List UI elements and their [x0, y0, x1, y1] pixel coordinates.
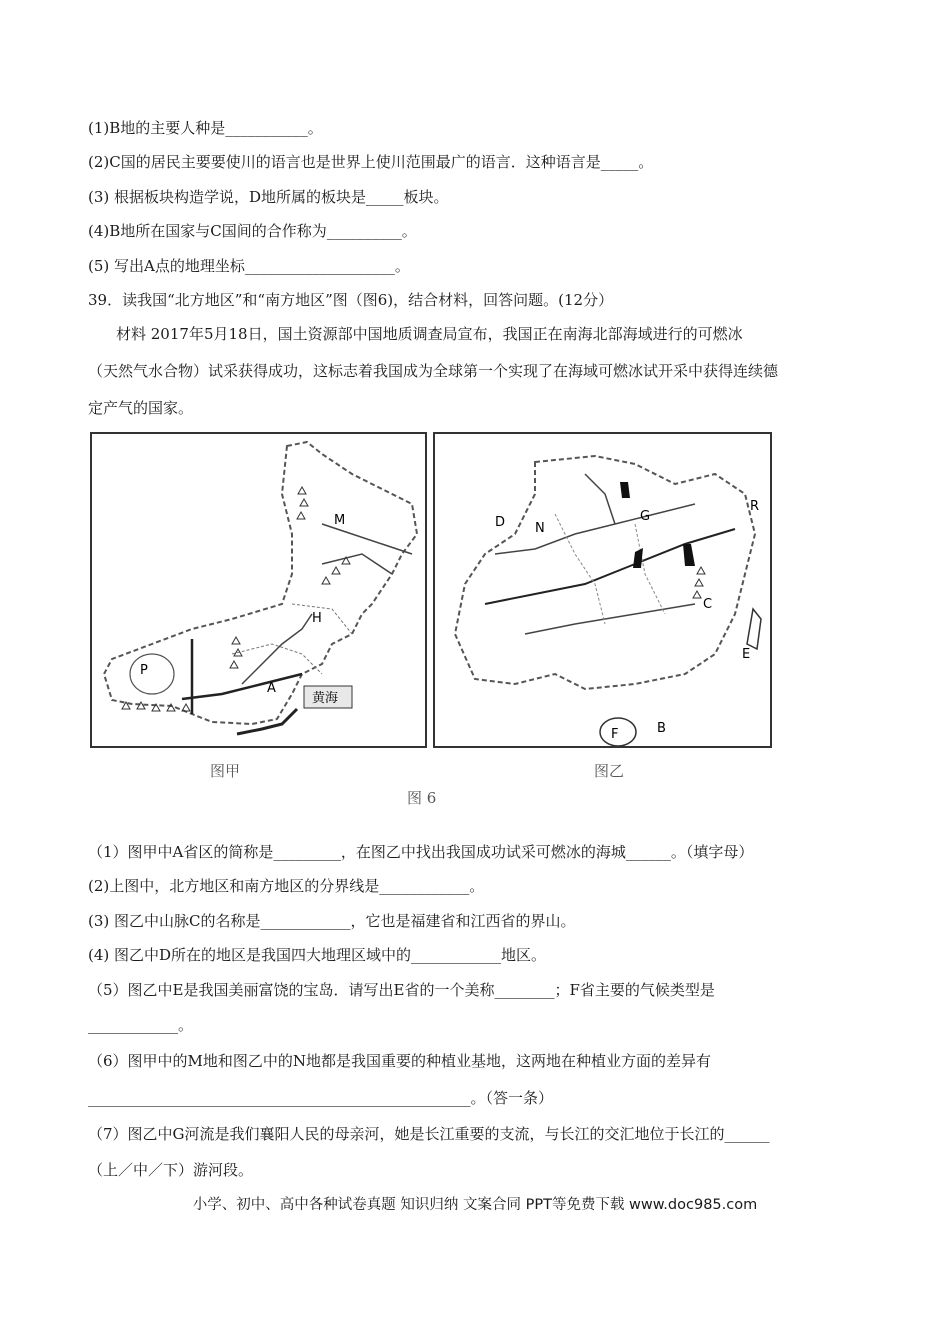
question-text: (4) 图乙中D所在的地区是我国四大地理区域中的____________地区。 — [88, 946, 547, 964]
question-text: （上／中／下）游河段。 — [88, 1161, 254, 1179]
map-south-svg — [435, 434, 770, 746]
question-text: （7）图乙中G河流是我们襄阳人民的母亲河，她是长江重要的支流，与长江的交汇地位于长江的______ — [88, 1125, 770, 1143]
map-north-svg — [92, 434, 425, 746]
map-north-region — [90, 432, 427, 748]
label-B: B — [657, 721, 666, 736]
question-text: （6）图甲中的M地和图乙中的N地都是我国重要的种植业基地，这两地在种植业方面的差异有 — [88, 1052, 712, 1070]
question-text: (4)B地所在国家与C国间的合作称为__________。 — [88, 222, 417, 240]
material-text: 材料 2017年5月18日，国土资源部中国地质调查局宣布，我国正在南海北部海域进行的可燃冰 — [116, 325, 743, 343]
question-text: ___________________________________________________。（答一条） — [88, 1089, 554, 1107]
material-text: 定产气的国家。 — [88, 399, 194, 417]
map-south-region — [433, 432, 772, 748]
footer-text: 小学、初中、高中各种试卷真题 知识归纳 文案合同 PPT等免费下载 www.doc985.com — [192, 1197, 758, 1213]
material-text: （天然气水合物）试采获得成功，这标志着我国成为全球第一个实现了在海域可燃冰试开采中获得连续德 — [88, 362, 779, 380]
label-M: M — [334, 513, 346, 528]
label-C: C — [703, 597, 713, 612]
label-D: D — [495, 515, 506, 530]
question-text: ____________。 — [88, 1016, 194, 1034]
caption-right: 图乙 — [594, 762, 625, 780]
question-text: (1)B地的主要人种是___________。 — [88, 119, 323, 137]
label-F: F — [611, 727, 619, 742]
question-text: (3) 根据板块构造学说，D地所属的板块是_____板块。 — [88, 188, 449, 206]
question-text: (3) 图乙中山脉C的名称是____________，它也是福建省和江西省的界山。 — [88, 912, 576, 930]
label-E: E — [742, 647, 751, 662]
label-R: R — [750, 499, 760, 514]
question-text: （5）图乙中E是我国美丽富饶的宝岛．请写出E省的一个美称________；F省主要的气候类型是 — [88, 981, 715, 999]
label-P: P — [140, 663, 148, 678]
label-A: A — [267, 681, 276, 696]
question-text: (2)C国的居民主要要使川的语言也是世界上使川范围最广的语言．这种语言是_____。 — [88, 153, 654, 171]
label-G: G — [640, 509, 651, 524]
label-N: N — [535, 521, 545, 536]
label-H: H — [312, 611, 322, 626]
question-text: (2)上图中，北方地区和南方地区的分界线是____________。 — [88, 877, 485, 895]
question-text: （1）图甲中A省区的简称是_________，在图乙中找出我国成功试采可燃冰的海城______。（填字母） — [88, 843, 754, 861]
caption-left: 图甲 — [210, 762, 241, 780]
question-title: 39．读我国“北方地区”和“南方地区”图（图6)，结合材料，回答问题。(12分） — [88, 291, 614, 309]
question-text: (5) 写出A点的地理坐标____________________。 — [88, 257, 410, 275]
label-yellow-sea: 黄海 — [312, 691, 339, 706]
figure-caption: 图 6 — [407, 789, 437, 807]
